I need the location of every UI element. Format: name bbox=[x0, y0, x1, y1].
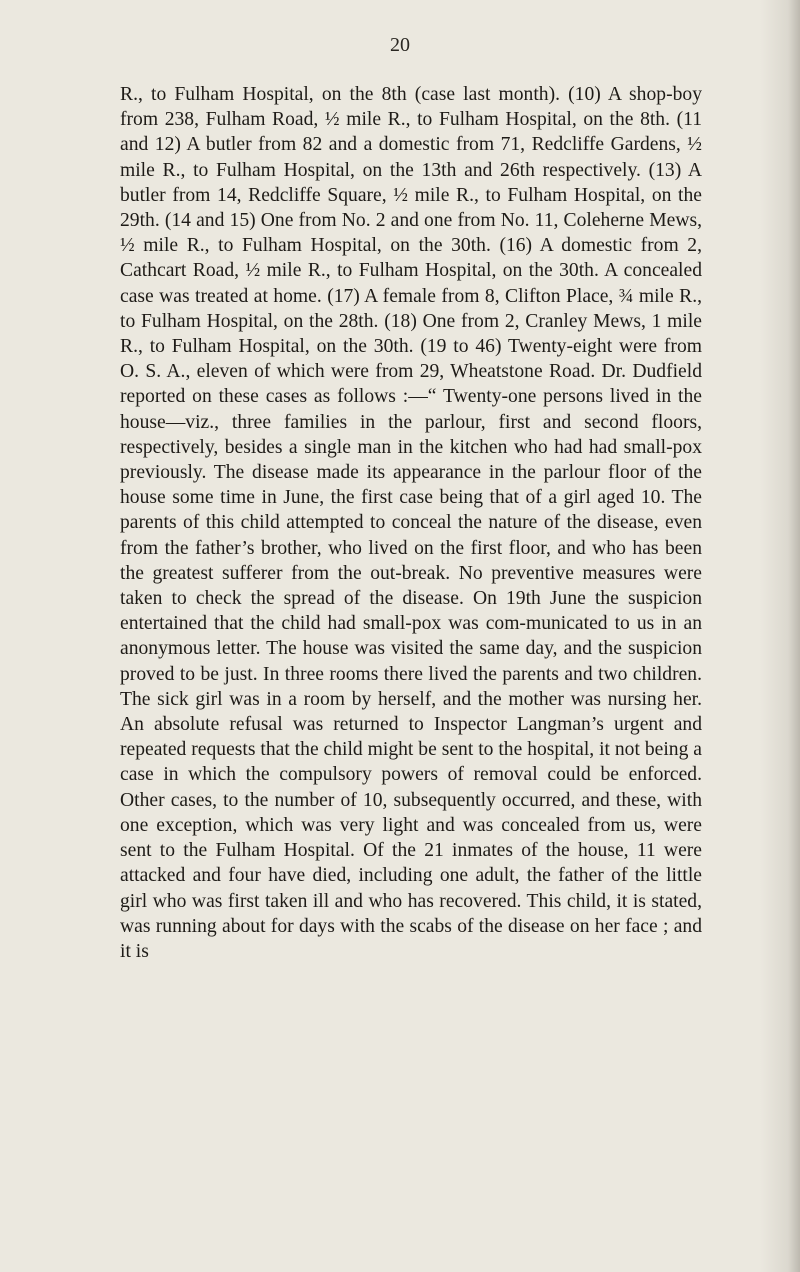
body-paragraph: R., to Fulham Hospital, on the 8th (case last month). (10) A shop-boy from 238, Fulham Road, ½ mile R., to Fulham Hospital, on the 8th. (11 and 12) A butler from 82 and a domestic from 71, Redcliffe Gardens, ½ mile R., to Fulham Hospital, on the 13th and 26th respectively. (13) A butler from 14, Redcliffe Square, ½ mile R., to Fulham Hospital, on the 29th. (14 and 15) One from No. 2 and one from No. 11, Coleherne Mews, ½ mile R., to Fulham Hospital, on the 30th. (16) A domestic from 2, Cathcart Road, ½ mile R., to Fulham Hospital, on the 30th. A concealed case was treated at home. (17) A female from 8, Clifton Place, ¾ mile R., to Fulham Hospital, on the 28th. (18) One from 2, Cranley Mews, 1 mile R., to Fulham Hospital, on the 30th. (19 to 46) Twenty-eight were from O. S. A., eleven of which were from 29, Wheatstone Road. Dr. Dudfield reported on these cases as follows :—“ Twenty-one persons lived in the house—viz., three families in the parlour, first and second floors, respectively, besides a single man in the kitchen who had had small-pox previously. The disease made its appearance in the parlour floor of the house some time in June, the first case being that of a girl aged 10. The parents of this child attempted to conceal the nature of the disease, even from the father’s brother, who lived on the first floor, and who has been the greatest sufferer from the out-break. No preventive measures were taken to check the spread of the disease. On 19th June the suspicion entertained that the child had small-pox was com-municated to us in an anonymous letter. The house was visited the same day, and the suspicion proved to be just. In three rooms there lived the parents and two children. The sick girl was in a room by herself, and the mother was nursing her. An absolute refusal was returned to Inspector Langman’s urgent and repeated requests that the child might be sent to the hospital, it not being a case in which the compulsory powers of removal could be enforced. Other cases, to the number of 10, subsequently occurred, and these, with one exception, which was very light and was concealed from us, were sent to the Fulham Hospital. Of the 21 inmates of the house, 11 were attacked and four have died, including one adult, the father of the little girl who was first taken ill and who has recovered. This child, it is stated, was running about for days with the scabs of the disease on her face ; and it is bbox=[120, 84, 702, 962]
page-edge-shadow bbox=[760, 0, 800, 1272]
page-number: 20 bbox=[390, 34, 410, 56]
